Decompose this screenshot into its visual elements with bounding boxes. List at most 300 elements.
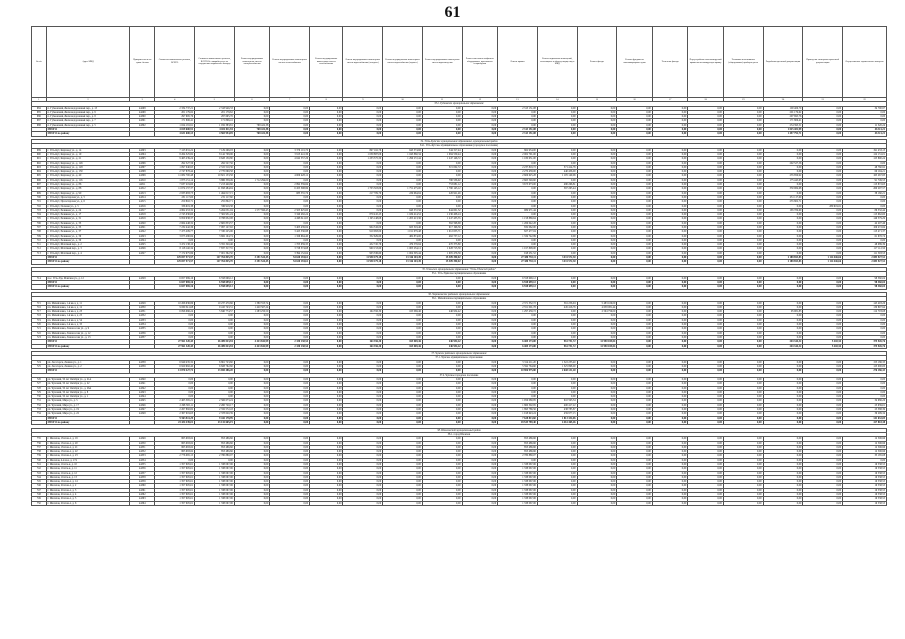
table-cell: 1 338 067,06 xyxy=(195,497,235,501)
table-cell: 0,00 xyxy=(343,301,383,305)
table-cell: 0,00 xyxy=(343,170,383,174)
table-cell: 0,00 xyxy=(343,327,383,331)
address-cell: г. Шелехов, 18-й кв-л, д. 22 xyxy=(46,450,130,454)
table-cell: 0,00 xyxy=(652,441,688,445)
table-cell: 0,00 xyxy=(577,377,617,381)
table-cell: 0,00 xyxy=(498,110,538,114)
table-cell: 44341 xyxy=(130,382,155,386)
table-cell: 0,00 xyxy=(537,437,577,441)
table-cell: 7 129 296,03 xyxy=(195,148,235,152)
table-cell: 6 657 069,16 xyxy=(155,280,195,284)
table-cell: 748 xyxy=(32,493,47,497)
table-cell: 0,00 xyxy=(498,390,538,394)
address-cell: рп. Чунский, 50 лет Октября ул., д. 8 xyxy=(46,390,130,394)
table-cell: 0,00 xyxy=(462,256,498,260)
table-cell: 1 338 067,06 xyxy=(498,471,538,475)
table-cell: 1 357 605,61 xyxy=(155,475,195,479)
table-cell: 0,00 xyxy=(462,395,498,399)
table-cell: 0,00 xyxy=(195,238,235,242)
table-cell: 1 180 651,00 xyxy=(498,157,538,161)
table-cell: 0,00 xyxy=(803,310,843,314)
table-cell: 0,00 xyxy=(270,285,310,289)
table-cell: 0,00 xyxy=(310,386,343,390)
table-cell: 0,00 xyxy=(652,420,688,424)
table-cell: 961 751,72 xyxy=(537,340,577,344)
table-cell: 165 069,46 xyxy=(383,310,423,314)
table-cell: 0,00 xyxy=(383,365,423,369)
table-cell: 0,00 xyxy=(843,395,887,399)
table-cell: 0,00 xyxy=(234,360,270,364)
table-cell: 0,00 xyxy=(577,386,617,390)
table-cell: 0,00 xyxy=(723,260,763,264)
table-cell: 27 380 792,11 xyxy=(498,260,538,264)
table-cell: 1 205 413,36 xyxy=(383,217,423,221)
table-cell: 0,00 xyxy=(498,161,538,165)
table-cell: 0,00 xyxy=(310,165,343,169)
table-cell: 0,00 xyxy=(577,119,617,123)
table-cell: 336 919,38 xyxy=(195,204,235,208)
table-cell: 0,00 xyxy=(234,377,270,381)
table-cell: 0,00 xyxy=(688,195,724,199)
table-cell: 610 593,34 xyxy=(537,399,577,403)
table-cell: 0,00 xyxy=(617,247,653,251)
table-cell: 0,00 xyxy=(422,480,462,484)
table-cell: 0,00 xyxy=(270,480,310,484)
table-cell: 0,00 xyxy=(383,395,423,399)
table-cell: 695 xyxy=(32,174,47,178)
table-cell: 0,00 xyxy=(723,323,763,327)
table-cell: 0,00 xyxy=(652,390,688,394)
table-cell: 0,00 xyxy=(383,323,423,327)
table-cell: 0,00 xyxy=(234,106,270,110)
table-cell: 0,00 xyxy=(617,454,653,458)
table-cell: 0,00 xyxy=(462,360,498,364)
table-cell: 0,00 xyxy=(577,390,617,394)
table-cell: 0,00 xyxy=(343,416,383,420)
table-cell: 1 233 575,30 xyxy=(343,157,383,161)
table-cell: 0,00 xyxy=(234,335,270,339)
table-cell: 0,00 xyxy=(577,403,617,407)
table-cell: 479 576,94 xyxy=(383,243,423,247)
table-cell: 1 325 898,00 xyxy=(537,365,577,369)
table-cell: 1 322 233,40 xyxy=(537,360,577,364)
column-header: Адрес МКД xyxy=(46,27,130,98)
table-cell: 0,00 xyxy=(577,170,617,174)
table-cell: 0,00 xyxy=(343,115,383,119)
table-cell: 0,00 xyxy=(803,200,843,204)
table-cell: 0,00 xyxy=(310,437,343,441)
table-cell: 44335 xyxy=(130,327,155,331)
table-cell: 171 806,41 xyxy=(195,119,235,123)
table-cell: 0,00 xyxy=(617,115,653,119)
table-cell: 0,00 xyxy=(343,195,383,199)
table-cell: 171 806,41 xyxy=(155,119,195,123)
table-cell: 0,00 xyxy=(723,301,763,305)
table-cell: 0,00 xyxy=(763,331,803,335)
address-cell: г. Усть-Кут, Речников ул., д. 35 xyxy=(46,226,130,230)
table-cell: 361 256,94 xyxy=(537,301,577,305)
table-cell: 86 332,44 xyxy=(843,208,887,212)
table-cell: 0,00 xyxy=(763,369,803,373)
table-cell: 0,00 xyxy=(462,480,498,484)
table-cell: 0,00 xyxy=(652,344,688,348)
table-cell: 0,00 xyxy=(343,161,383,165)
table-cell: 226 921,46 xyxy=(422,191,462,195)
table-cell: 0,00 xyxy=(537,148,577,152)
table-cell: 0,00 xyxy=(763,165,803,169)
table-cell: 1 338 067,06 xyxy=(498,488,538,492)
table-cell: 0,00 xyxy=(462,475,498,479)
table-cell: 0,00 xyxy=(462,208,498,212)
table-cell: 1 005 476,39 xyxy=(422,251,462,255)
table-cell: 643 374,66 xyxy=(383,148,423,152)
table-cell: 0,00 xyxy=(343,493,383,497)
table-cell: 0,00 xyxy=(617,420,653,424)
table-cell: 0,00 xyxy=(343,323,383,327)
table-cell: 0,00 xyxy=(343,369,383,373)
table-cell: 702 xyxy=(32,204,47,208)
table-cell: 0,00 xyxy=(577,110,617,114)
address-cell: п. Губковский, Железнодорожный пер., д. 7 xyxy=(46,119,130,123)
table-cell: 0,00 xyxy=(234,161,270,165)
table-cell: 0,00 xyxy=(688,243,724,247)
table-cell: 0,00 xyxy=(234,226,270,230)
address-cell: пос. Усть-Уда, Майская ул., д. 12 xyxy=(46,276,130,280)
table-cell: 0,00 xyxy=(688,256,724,260)
table-cell: 0,00 xyxy=(763,247,803,251)
table-cell: 0,00 xyxy=(234,399,270,403)
table-cell: 4 658 081,44 xyxy=(577,305,617,309)
table-cell: 0,00 xyxy=(577,445,617,449)
table-cell: 1 032 383,81 xyxy=(195,123,235,127)
table-cell: 0,00 xyxy=(617,395,653,399)
column-number: 8 xyxy=(310,98,343,102)
table-cell: 0,00 xyxy=(234,157,270,161)
table-cell: 0,00 xyxy=(688,161,724,165)
table-cell: 0,00 xyxy=(688,408,724,412)
table-cell: 4 862 453,32 xyxy=(155,208,195,212)
table-cell: 0,00 xyxy=(688,369,724,373)
column-header: Переустройство невентилируемой крыши на вентилируемую крышу xyxy=(688,27,724,98)
table-cell: 0,00 xyxy=(723,191,763,195)
table-cell: 0,00 xyxy=(803,110,843,114)
table-cell: 0,00 xyxy=(617,344,653,348)
table-cell: 0,00 xyxy=(383,450,423,454)
table-cell: 0,00 xyxy=(310,208,343,212)
table-cell: 865 993,62 xyxy=(155,437,195,441)
table-cell: 48 089,39 xyxy=(843,243,887,247)
table-cell: 0,00 xyxy=(422,115,462,119)
table-cell: 0,00 xyxy=(763,403,803,407)
table-cell: 0,00 xyxy=(270,386,310,390)
table-cell: 0,00 xyxy=(270,128,310,132)
table-cell: 741 xyxy=(32,463,47,467)
table-cell: 0,00 xyxy=(422,441,462,445)
table-cell: 0,00 xyxy=(537,106,577,110)
table-cell: 0,00 xyxy=(270,310,310,314)
table-cell: 699 xyxy=(32,191,47,195)
table-cell: 1 334 742,89 xyxy=(498,234,538,238)
table-cell: 0,00 xyxy=(234,276,270,280)
section-heading: 36. Черемховское районное муниципальное образование xyxy=(32,292,887,296)
table-cell: 0,00 xyxy=(688,238,724,242)
table-cell: 0,00 xyxy=(803,170,843,174)
table-cell: 0,00 xyxy=(537,221,577,225)
table-cell: 910 093,00 xyxy=(343,230,383,234)
table-cell: 0,00 xyxy=(310,403,343,407)
table-cell: 44319 xyxy=(130,217,155,221)
address-cell: г. Усть-Кут, Кирзавод ул., д. 90 xyxy=(46,191,130,195)
table-cell: 4 029 600,91 xyxy=(155,128,195,132)
table-cell: 0,00 xyxy=(723,128,763,132)
table-cell: 0,00 xyxy=(688,251,724,255)
table-cell: 3 675 280,84 xyxy=(155,234,195,238)
table-cell: 100 406,70 xyxy=(763,106,803,110)
table-cell: 0,00 xyxy=(843,390,887,394)
table-cell: 0,00 xyxy=(462,408,498,412)
table-cell: 3 682 104,74 xyxy=(195,234,235,238)
table-cell: 0,00 xyxy=(422,106,462,110)
table-cell: 0,00 xyxy=(577,128,617,132)
table-cell: 0,00 xyxy=(270,195,310,199)
table-cell: 1 247 146,72 xyxy=(422,157,462,161)
table-cell: 0,00 xyxy=(803,441,843,445)
table-cell: 701 xyxy=(32,200,47,204)
table-cell: 0,00 xyxy=(462,110,498,114)
table-cell: 44338 xyxy=(130,360,155,364)
table-cell: 165 267,83 xyxy=(843,174,887,178)
table-cell: 1 094 559,44 xyxy=(422,152,462,156)
table-cell: 0,00 xyxy=(803,178,843,182)
table-cell: 0,00 xyxy=(383,497,423,501)
table-cell: 0,00 xyxy=(617,450,653,454)
table-cell: 0,00 xyxy=(723,335,763,339)
address-cell: г. Шелехов, 10-й м-н, д. 13 xyxy=(46,475,130,479)
table-cell: 0,00 xyxy=(383,416,423,420)
address-cell: г. Усть-Кут, Речников ул., д. 33 xyxy=(46,221,130,225)
table-cell: 0,00 xyxy=(422,454,462,458)
table-cell: 0,00 xyxy=(617,251,653,255)
table-cell: 0,00 xyxy=(422,488,462,492)
table-cell: 0,00 xyxy=(577,280,617,284)
table-cell: 6 096 066,24 xyxy=(155,310,195,314)
table-cell: 0,00 xyxy=(723,403,763,407)
table-cell: 44347 xyxy=(130,408,155,412)
table-cell: 1 338 067,06 xyxy=(195,484,235,488)
table-cell: 0,00 xyxy=(234,323,270,327)
table-cell: 0,00 xyxy=(803,408,843,412)
table-cell: 0,00 xyxy=(723,386,763,390)
table-cell: 1 357 605,61 xyxy=(155,467,195,471)
table-cell: 4 609 428,12 xyxy=(270,174,310,178)
table-cell: 0,00 xyxy=(803,115,843,119)
table-cell: 0,00 xyxy=(688,441,724,445)
table-cell: 0,00 xyxy=(310,497,343,501)
address-cell: г. Шелехов, 18-й кв-л, д. 21 xyxy=(46,445,130,449)
table-cell: 44334 xyxy=(130,323,155,327)
table-cell: 0,00 xyxy=(763,386,803,390)
table-cell: 0,00 xyxy=(462,285,498,289)
table-cell: 0,00 xyxy=(617,200,653,204)
table-cell: 0,00 xyxy=(688,285,724,289)
table-cell: 0,00 xyxy=(343,399,383,403)
table-cell: 0,00 xyxy=(383,327,423,331)
table-cell: 0,00 xyxy=(617,386,653,390)
table-cell: 0,00 xyxy=(462,365,498,369)
table-cell: 2 330 138,54 xyxy=(270,344,310,348)
table-cell: 0,00 xyxy=(310,132,343,136)
table-cell: 0,00 xyxy=(234,187,270,191)
table-cell: 0,00 xyxy=(310,390,343,394)
table-cell: 0,00 xyxy=(617,314,653,318)
table-cell: 0,00 xyxy=(652,454,688,458)
table-cell: 0,00 xyxy=(195,331,235,335)
table-cell: 925 319,46 xyxy=(383,226,423,230)
table-cell: 1 097 040,95 xyxy=(155,165,195,169)
table-cell: 0,00 xyxy=(652,204,688,208)
table-cell: 0,00 xyxy=(723,200,763,204)
table-cell: 0,00 xyxy=(343,497,383,501)
table-cell: 0,00 xyxy=(652,276,688,280)
table-cell: 0,00 xyxy=(617,152,653,156)
table-cell: 0,00 xyxy=(652,200,688,204)
table-cell: 0,00 xyxy=(723,256,763,260)
table-cell: 0,00 xyxy=(652,305,688,309)
table-cell: 0,00 xyxy=(234,331,270,335)
table-cell: 0,00 xyxy=(383,463,423,467)
table-cell: 4 565 954,05 xyxy=(195,132,235,136)
column-header: Ремонт внутридомовых инженерных систем водоснабжения (холодное) xyxy=(343,27,383,98)
table-cell: 9 859 938,37 xyxy=(155,217,195,221)
table-cell: 0,00 xyxy=(652,217,688,221)
table-cell: 853 486,66 xyxy=(195,450,235,454)
column-number: 4 xyxy=(155,98,195,102)
table-cell: 0,00 xyxy=(723,390,763,394)
table-cell: 0,00 xyxy=(843,377,887,381)
table-cell: 0,00 xyxy=(617,501,653,505)
table-cell: 44321 xyxy=(130,226,155,230)
table-cell: 0,00 xyxy=(617,230,653,234)
table-cell: 1 893 786,56 xyxy=(498,408,538,412)
table-cell: 0,00 xyxy=(537,484,577,488)
table-cell: 0,00 xyxy=(343,403,383,407)
table-cell: 853 486,66 xyxy=(498,437,538,441)
capital-repair-table xyxy=(31,26,887,506)
table-cell: 11 658 484,94 xyxy=(195,187,235,191)
table-cell: 0,00 xyxy=(803,276,843,280)
table-cell: 0,00 xyxy=(343,360,383,364)
table-cell: 0,00 xyxy=(270,178,310,182)
table-cell: 459 977,15 xyxy=(537,412,577,416)
table-cell: 44351 xyxy=(130,445,155,449)
table-cell: 164 356,30 xyxy=(343,344,383,348)
address-cell: г. Усть-Кут, Речников ул., д. 39 xyxy=(46,234,130,238)
table-cell: 0,00 xyxy=(498,204,538,208)
table-cell: 0,00 xyxy=(537,327,577,331)
table-cell: 743 xyxy=(32,471,47,475)
table-cell: 0,00 xyxy=(652,191,688,195)
table-cell: 44332 xyxy=(130,314,155,318)
table-cell: 0,00 xyxy=(234,280,270,284)
table-cell: 0,00 xyxy=(803,301,843,305)
table-cell: 145 493,26 xyxy=(843,301,887,305)
table-cell: 0,00 xyxy=(343,445,383,449)
table-cell: 0,00 xyxy=(763,238,803,242)
table-cell: 0,00 xyxy=(723,450,763,454)
column-header: Осуществление строительного контроля xyxy=(843,27,887,98)
table-cell: 0,00 xyxy=(723,480,763,484)
table-cell: 127 764 845,70 xyxy=(195,260,235,264)
table-cell: 0,00 xyxy=(763,450,803,454)
table-cell: 544 317,44 xyxy=(422,148,462,152)
table-cell: 0,00 xyxy=(310,243,343,247)
table-cell: 2 745 030,60 xyxy=(155,213,195,217)
column-header: Приоритетность по сумме баллов xyxy=(130,27,155,98)
table-cell: 0,00 xyxy=(462,335,498,339)
address-cell: г. Шелехов, 10-й м-н, д. 10 xyxy=(46,463,130,467)
table-cell: 129 057 571,57 xyxy=(155,256,195,260)
table-cell: 0,00 xyxy=(652,208,688,212)
table-cell: 0,00 xyxy=(422,238,462,242)
table-cell: 0,00 xyxy=(577,475,617,479)
column-header: Ремонт внутридомовых инженерных систем электроснабжения xyxy=(234,27,270,98)
table-cell: 19 538,55 xyxy=(843,471,887,475)
table-cell: 0,00 xyxy=(688,148,724,152)
table-cell: 0,00 xyxy=(537,331,577,335)
table-cell: 0,00 xyxy=(234,110,270,114)
table-cell: 0,00 xyxy=(462,467,498,471)
table-cell: 6 558 699,12 xyxy=(195,280,235,284)
table-cell: 0,00 xyxy=(155,382,195,386)
table-cell: 246 954,42 xyxy=(422,310,462,314)
table-cell: 0,00 xyxy=(652,314,688,318)
table-cell: 742 xyxy=(32,467,47,471)
table-cell: 0,00 xyxy=(688,501,724,505)
table-cell: 1 703 503,86 xyxy=(343,187,383,191)
table-cell: 0,00 xyxy=(652,467,688,471)
table-cell: 0,00 xyxy=(270,221,310,225)
table-cell: 1 247 433,35 xyxy=(422,217,462,221)
table-cell: 0,00 xyxy=(652,115,688,119)
table-cell: 5 202,54 xyxy=(803,340,843,344)
table-cell: 0,00 xyxy=(462,165,498,169)
table-cell: 0,00 xyxy=(617,148,653,152)
table-cell: 0,00 xyxy=(270,471,310,475)
table-cell: 0,00 xyxy=(498,123,538,127)
table-cell: 2 330 138,54 xyxy=(270,340,310,344)
table-cell: 0,00 xyxy=(763,365,803,369)
table-cell: 235 856,92 xyxy=(763,174,803,178)
table-cell: 0,00 xyxy=(688,382,724,386)
table-cell: 0,00 xyxy=(422,386,462,390)
address-cell: г. Шелехов, 19-й кв-л, д. 23 xyxy=(46,454,130,458)
address-cell: ИТОГО по району xyxy=(46,285,130,289)
table-cell: 1 028 713,58 xyxy=(422,247,462,251)
table-cell: 44359 xyxy=(130,480,155,484)
table-cell: 0,00 xyxy=(688,493,724,497)
table-cell: 0,00 xyxy=(422,416,462,420)
table-cell: 0,00 xyxy=(617,161,653,165)
table-cell: 0,00 xyxy=(577,454,617,458)
table-cell: 0,00 xyxy=(652,221,688,225)
table-cell: 15 309 390,02 xyxy=(422,260,462,264)
subsection-heading: 38.1. город Шелехов xyxy=(32,432,887,436)
table-cell: 0,00 xyxy=(617,243,653,247)
table-cell: 127 764 845,70 xyxy=(195,256,235,260)
address-cell: пп. Михайловка, 1-й кв-л, д. 23 xyxy=(46,310,130,314)
table-cell: 0,00 xyxy=(617,493,653,497)
table-cell: 6 920 992,40 xyxy=(155,365,195,369)
